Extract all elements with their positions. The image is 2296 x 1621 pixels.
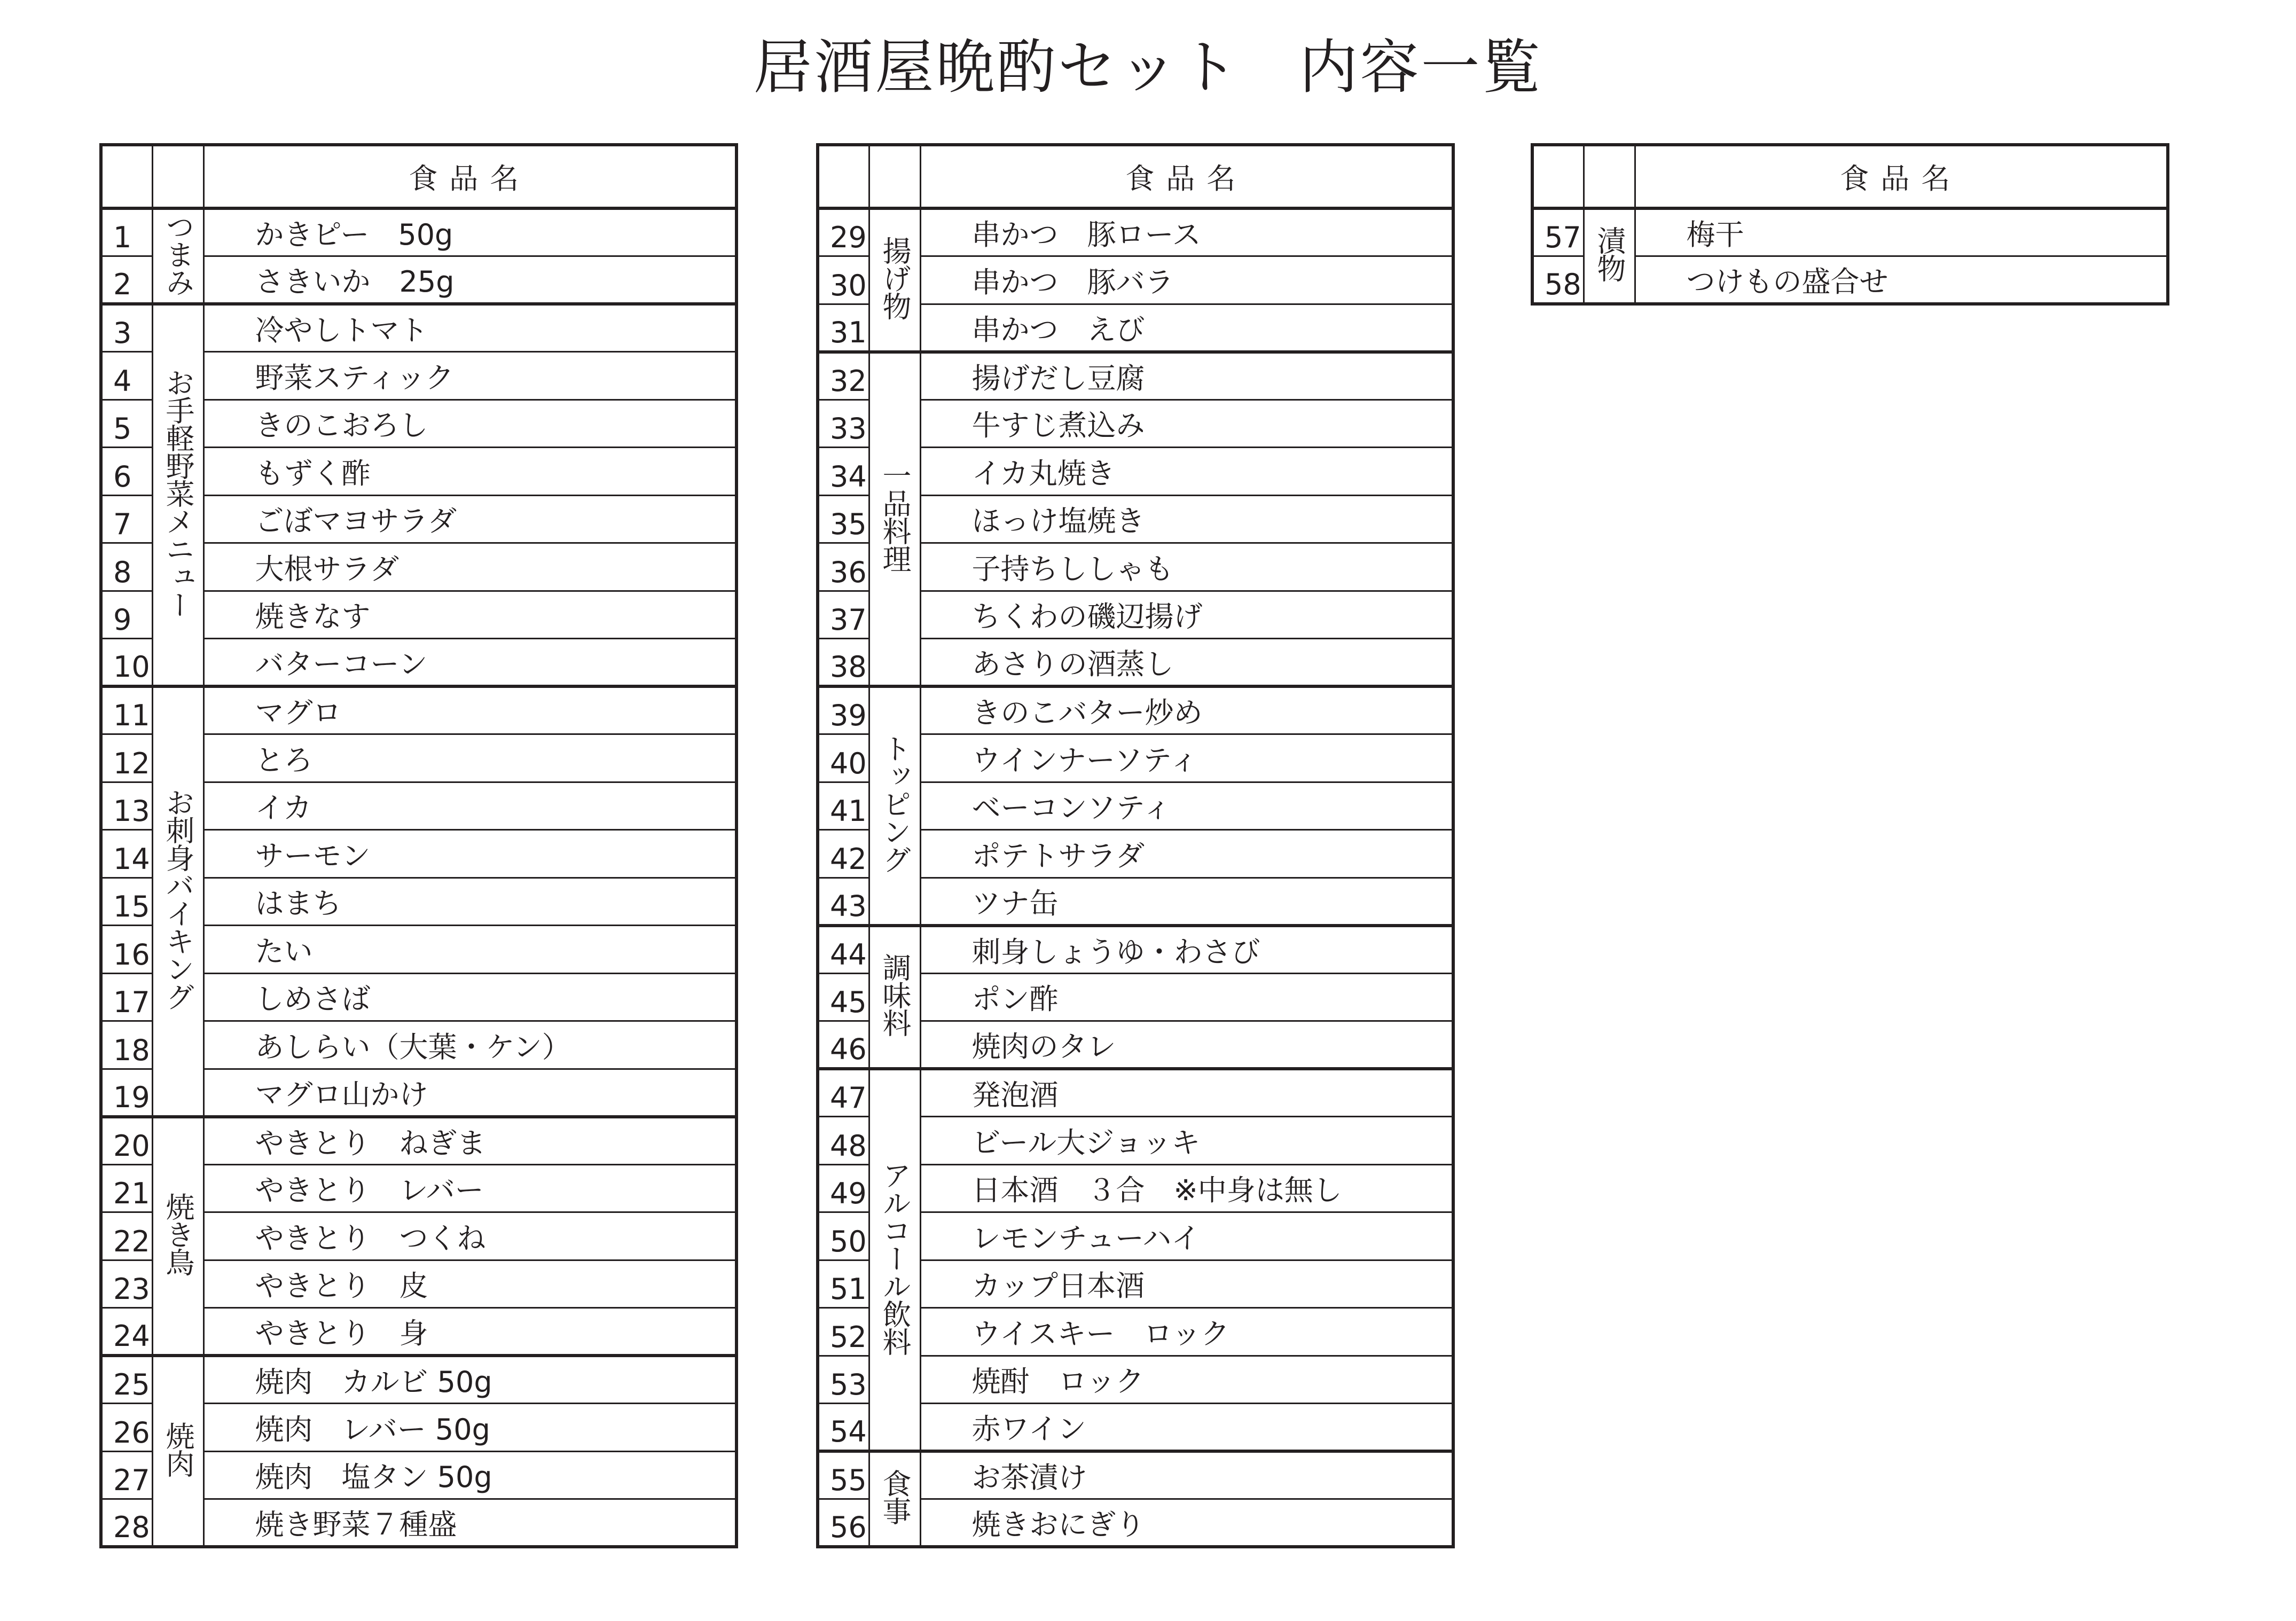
table-row	[818, 352, 1453, 400]
item-number: 18	[101, 1021, 152, 1069]
food-name: やきとり レバー	[203, 1164, 736, 1212]
food-name: 焼肉 レバー 50g	[203, 1404, 736, 1452]
food-name: きのこおろし	[203, 400, 736, 448]
item-number: 21	[101, 1164, 152, 1212]
food-name: 牛すじ煮込み	[920, 400, 1453, 448]
item-number: 50	[818, 1212, 869, 1260]
food-name: もずく酢	[203, 448, 736, 496]
menu-table-1	[99, 143, 738, 1548]
food-name: カップ日本酒	[920, 1260, 1453, 1308]
menu-table-3	[1531, 143, 2169, 306]
item-number: 33	[818, 400, 869, 448]
item-number: 14	[101, 830, 152, 878]
item-number: 51	[818, 1260, 869, 1308]
title-sub: 内容一覧	[1299, 33, 1543, 101]
item-number: 55	[818, 1451, 869, 1499]
item-number: 1	[101, 208, 152, 256]
page-title	[0, 32, 2296, 103]
food-name: ベーコンソティ	[920, 782, 1453, 830]
food-name: 梅干	[1635, 208, 2168, 256]
food-name: ウインナーソティ	[920, 734, 1453, 782]
food-name: ポテトサラダ	[920, 830, 1453, 878]
food-name: あさりの酒蒸し	[920, 639, 1453, 687]
item-number: 35	[818, 495, 869, 543]
item-number: 53	[818, 1356, 869, 1404]
food-name: 焼き野菜７種盛	[203, 1499, 736, 1547]
food-name: イカ	[203, 782, 736, 830]
food-name: やきとり 身	[203, 1308, 736, 1356]
item-number: 41	[818, 782, 869, 830]
table-row	[101, 1356, 736, 1404]
item-number: 26	[101, 1404, 152, 1452]
item-number: 22	[101, 1212, 152, 1260]
item-number: 4	[101, 352, 152, 400]
category-label: 調味料	[878, 953, 912, 1037]
food-name: 焼酎 ロック	[920, 1356, 1453, 1404]
item-number: 20	[101, 1117, 152, 1165]
header-food-name: 食品名	[1635, 145, 2168, 208]
food-name: バターコーン	[203, 639, 736, 687]
item-number: 8	[101, 543, 152, 591]
food-name: 野菜スティック	[203, 352, 736, 400]
food-name: とろ	[203, 734, 736, 782]
food-name: つけもの盛合せ	[1635, 256, 2168, 304]
table-row	[818, 686, 1453, 734]
category-label: アルコール飲料	[878, 1160, 912, 1355]
food-name: 発泡酒	[920, 1069, 1453, 1117]
table-row	[818, 1069, 1453, 1117]
food-name: ポン酢	[920, 973, 1453, 1021]
table-row	[1532, 208, 2168, 256]
item-number: 31	[818, 304, 869, 352]
item-number: 36	[818, 543, 869, 591]
food-name: 揚げだし豆腐	[920, 352, 1453, 400]
food-name: 日本酒 ３合 ※中身は無し	[920, 1164, 1453, 1212]
item-number: 11	[101, 686, 152, 734]
food-name: ビール大ジョッキ	[920, 1117, 1453, 1165]
table-row	[101, 1117, 736, 1165]
item-number: 52	[818, 1308, 869, 1356]
category-label-cell	[869, 208, 920, 352]
food-name: さきいか 25g	[203, 256, 736, 304]
food-name: ウイスキー ロック	[920, 1308, 1453, 1356]
food-name: 大根サラダ	[203, 543, 736, 591]
item-number: 39	[818, 686, 869, 734]
food-name: イカ丸焼き	[920, 448, 1453, 496]
table-row	[818, 1451, 1453, 1499]
category-label-cell	[152, 1117, 203, 1356]
category-label-cell	[869, 686, 920, 926]
food-name: ツナ缶	[920, 878, 1453, 926]
header-food-name: 食品名	[203, 145, 736, 208]
item-number: 17	[101, 973, 152, 1021]
item-number: 2	[101, 256, 152, 304]
item-number: 40	[818, 734, 869, 782]
food-name: 焼きおにぎり	[920, 1499, 1453, 1547]
item-number: 47	[818, 1069, 869, 1117]
title-main: 居酒屋晩酌セット	[753, 33, 1241, 101]
category-label: お手軽野菜メニュー	[161, 367, 195, 618]
item-number: 38	[818, 639, 869, 687]
menu-table-body	[818, 208, 1453, 1547]
item-number: 28	[101, 1499, 152, 1547]
item-number: 24	[101, 1308, 152, 1356]
food-name: 焼肉のタレ	[920, 1021, 1453, 1069]
category-label-cell	[152, 686, 203, 1117]
food-name: かきピー 50g	[203, 208, 736, 256]
item-number: 27	[101, 1451, 152, 1499]
food-name: やきとり 皮	[203, 1260, 736, 1308]
category-label-cell	[152, 304, 203, 686]
item-number: 43	[818, 878, 869, 926]
category-label-cell	[869, 1451, 920, 1547]
table-row	[101, 208, 736, 256]
table-row	[101, 686, 736, 734]
food-name: サーモン	[203, 830, 736, 878]
food-name: 串かつ 豚ロース	[920, 208, 1453, 256]
food-name: きのこバター炒め	[920, 686, 1453, 734]
food-name: やきとり ねぎま	[203, 1117, 736, 1165]
food-name: やきとり つくね	[203, 1212, 736, 1260]
table-row	[818, 208, 1453, 256]
category-label-cell	[869, 1069, 920, 1451]
header-category-cell	[1584, 145, 1635, 208]
category-label-cell	[869, 926, 920, 1069]
food-name: 焼きなす	[203, 591, 736, 639]
food-name: しめさば	[203, 973, 736, 1021]
item-number: 19	[101, 1069, 152, 1117]
item-number: 45	[818, 973, 869, 1021]
item-number: 5	[101, 400, 152, 448]
item-number: 42	[818, 830, 869, 878]
food-name: 子持ちししゃも	[920, 543, 1453, 591]
header-food-name: 食品名	[920, 145, 1453, 208]
item-number: 30	[818, 256, 869, 304]
food-name: 赤ワイン	[920, 1404, 1453, 1452]
item-number: 37	[818, 591, 869, 639]
item-number: 29	[818, 208, 869, 256]
food-name: たい	[203, 926, 736, 974]
food-name: 冷やしトマト	[203, 304, 736, 352]
item-number: 9	[101, 591, 152, 639]
header-category-cell	[152, 145, 203, 208]
menu-table-2	[816, 143, 1455, 1548]
category-label-cell	[152, 1356, 203, 1547]
category-label: 揚げ物	[878, 236, 912, 319]
category-label-cell	[1584, 208, 1635, 304]
item-number: 13	[101, 782, 152, 830]
food-name: お茶漬け	[920, 1451, 1453, 1499]
item-number: 44	[818, 926, 869, 974]
food-name: 串かつ 豚バラ	[920, 256, 1453, 304]
food-name: 焼肉 カルビ 50g	[203, 1356, 736, 1404]
header-number-cell	[1532, 145, 1584, 208]
food-name: ちくわの磯辺揚げ	[920, 591, 1453, 639]
category-label: 焼き鳥	[161, 1192, 195, 1275]
menu-table-body	[1532, 208, 2168, 304]
item-number: 23	[101, 1260, 152, 1308]
item-number: 25	[101, 1356, 152, 1404]
header-category-cell	[869, 145, 920, 208]
item-number: 48	[818, 1117, 869, 1165]
menu-table-body	[101, 208, 736, 1547]
food-name: ごぼマヨサラダ	[203, 495, 736, 543]
header-number-cell	[818, 145, 869, 208]
food-name: マグロ	[203, 686, 736, 734]
item-number: 57	[1532, 208, 1584, 256]
item-number: 12	[101, 734, 152, 782]
item-number: 46	[818, 1021, 869, 1069]
item-number: 3	[101, 304, 152, 352]
category-label: 食事	[878, 1469, 912, 1524]
food-name: レモンチューハイ	[920, 1212, 1453, 1260]
item-number: 49	[818, 1164, 869, 1212]
food-name: はまち	[203, 878, 736, 926]
item-number: 6	[101, 448, 152, 496]
item-number: 58	[1532, 256, 1584, 304]
item-number: 10	[101, 639, 152, 687]
table-row	[101, 304, 736, 352]
category-label-cell	[152, 208, 203, 304]
food-name: マグロ山かけ	[203, 1069, 736, 1117]
category-label: 焼肉	[161, 1421, 195, 1477]
item-number: 56	[818, 1499, 869, 1547]
item-number: 32	[818, 352, 869, 400]
item-number: 7	[101, 495, 152, 543]
header-number-cell	[101, 145, 152, 208]
category-label: 漬物	[1593, 226, 1626, 281]
food-name: 刺身しょうゆ・わさび	[920, 926, 1453, 974]
item-number: 54	[818, 1404, 869, 1452]
category-label: つまみ	[161, 212, 195, 295]
table-row	[818, 926, 1453, 974]
category-label: 一品料理	[878, 461, 912, 573]
category-label: お刺身バイキング	[161, 788, 195, 1011]
item-number: 16	[101, 926, 152, 974]
category-label-cell	[869, 352, 920, 687]
item-number: 15	[101, 878, 152, 926]
food-name: 焼肉 塩タン 50g	[203, 1451, 736, 1499]
food-name: あしらい（大葉・ケン）	[203, 1021, 736, 1069]
category-label: トッピング	[878, 734, 912, 873]
item-number: 34	[818, 448, 869, 496]
food-name: 串かつ えび	[920, 304, 1453, 352]
food-name: ほっけ塩焼き	[920, 495, 1453, 543]
